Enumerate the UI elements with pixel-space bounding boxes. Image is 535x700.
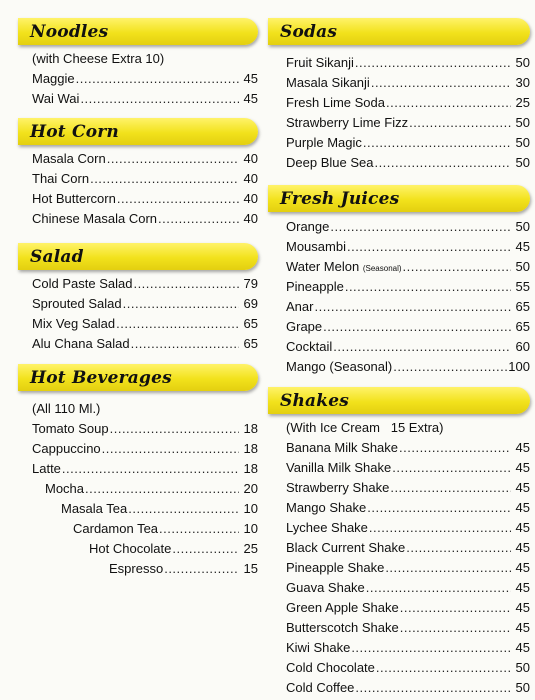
item-name: Mocha [45,481,85,496]
menu-item [286,133,530,153]
item-price: 50 [515,660,530,675]
menu-item [32,189,258,209]
section-noodles [18,18,258,109]
menu-item [286,598,530,618]
item-name: Pineapple Shake [286,560,385,575]
item-price: 45 [243,71,258,86]
item-name: Maggie [32,71,75,86]
item-name: Lychee Shake [286,520,368,535]
item-price: 45 [515,500,530,515]
item-name: Purple Magic [286,135,362,150]
section-header [18,118,258,145]
menu-item [18,419,258,439]
section-hot-beverages [18,364,258,579]
menu-item [286,538,530,558]
item-price: 79 [243,276,258,291]
menu-item [286,337,530,357]
section-title: Sodas [280,21,338,42]
item-price: 45 [515,620,530,635]
section-title: Salad [30,246,84,267]
menu-item [286,478,530,498]
menu-item [286,277,530,297]
item-name: Alu Chana Salad [32,336,130,351]
section-fresh-juices [268,185,530,377]
item-price: 50 [515,680,530,695]
menu-item [286,678,530,698]
item-price: 65 [515,299,530,314]
item-name: Fruit Sikanji [286,55,354,70]
item-name: Butterscotch Shake [286,620,399,635]
item-price: 40 [243,151,258,166]
menu-item [32,169,258,189]
item-name: Espresso [109,561,164,576]
item-price: 40 [243,211,258,226]
menu-item [286,498,530,518]
menu-item [286,357,530,377]
section-header [268,387,530,414]
menu-item [286,618,530,638]
item-price: 100 [508,359,530,374]
item-name: Sprouted Salad [32,296,122,311]
section-title: Hot Beverages [30,367,172,388]
menu-item [18,559,258,579]
menu-item [286,113,530,133]
menu-item [286,638,530,658]
section-header [18,18,258,45]
item-name: Strawberry Lime Fizz [286,115,409,130]
section-header [268,185,530,212]
menu-item [286,217,530,237]
menu-item [18,439,258,459]
section-note: (with Cheese Extra 10) [32,51,165,66]
item-name: Wai Wai [32,91,80,106]
item-price: 45 [515,480,530,495]
item-price: 50 [515,135,530,150]
section-title: Noodles [30,21,109,42]
item-price: 40 [243,191,258,206]
item-price: 18 [243,421,258,436]
item-price: 15 [243,561,258,576]
item-tag: (Seasonal) [362,264,402,273]
section-title: Shakes [280,390,350,411]
menu-item [32,149,258,169]
item-price: 45 [515,520,530,535]
section-note: (With Ice Cream 15 Extra) [286,420,444,435]
item-name: Cardamon Tea [73,521,159,536]
item-name: Grape [286,319,323,334]
item-name: Masala Sikanji [286,75,370,90]
item-name: Masala Corn [32,151,106,166]
item-price: 25 [515,95,530,110]
menu-item [286,93,530,113]
item-name: Thai Corn [32,171,90,186]
section-salad [18,243,258,354]
menu-item [286,257,530,277]
menu-item [18,479,258,499]
item-price: 10 [243,501,258,516]
menu-item [286,558,530,578]
menu-item [18,519,258,539]
menu-item [286,317,530,337]
item-name: Tomato Soup [32,421,109,436]
item-price: 65 [243,336,258,351]
item-name: Banana Milk Shake [286,440,399,455]
item-name: Water Melon [286,259,360,274]
item-price: 50 [515,219,530,234]
menu-item [286,658,530,678]
menu-item [286,578,530,598]
menu-item [18,499,258,519]
menu-item [32,294,258,314]
item-name: Mix Veg Salad [32,316,116,331]
menu-item [286,73,530,93]
menu-item [286,518,530,538]
item-price: 65 [243,316,258,331]
item-price: 50 [515,115,530,130]
item-name: Cold Paste Salad [32,276,133,291]
item-name: Hot Buttercorn [32,191,116,206]
item-name: Masala Tea [61,501,128,516]
item-price: 69 [243,296,258,311]
menu-item [286,458,530,478]
menu-item [32,69,258,89]
item-price: 45 [515,460,530,475]
item-price: 65 [515,319,530,334]
item-price: 45 [515,440,530,455]
item-name: Mango (Seasonal) [286,359,393,374]
section-header [268,18,530,45]
item-price: 45 [243,91,258,106]
item-name: Deep Blue Sea [286,155,374,170]
item-price: 45 [515,580,530,595]
menu-item [286,237,530,257]
menu-item [32,314,258,334]
item-name: Cold Chocolate [286,660,375,675]
menu-item [32,334,258,354]
item-price: 45 [515,560,530,575]
menu-item [32,209,258,229]
item-name: Guava Shake [286,580,365,595]
item-name: Anar [286,299,314,314]
menu-item [32,274,258,294]
section-shakes [268,387,530,698]
item-price: 18 [243,441,258,456]
item-name: Hot Chocolate [89,541,172,556]
item-price: 30 [515,75,530,90]
item-name: Latte [32,461,61,476]
section-hot-corn [18,118,258,229]
section-title: Fresh Juices [280,188,400,209]
item-price: 20 [243,481,258,496]
item-price: 18 [243,461,258,476]
section-note: (All 110 Ml.) [32,401,101,416]
item-name: Mousambi [286,239,346,254]
section-header [18,243,258,270]
item-name: Cappuccino [32,441,101,456]
item-name: Chinese Masala Corn [32,211,158,226]
item-name: Green Apple Shake [286,600,399,615]
section-header [18,364,258,391]
menu-item [32,89,258,109]
item-price: 10 [243,521,258,536]
item-name: Vanilla Milk Shake [286,460,392,475]
item-price: 50 [515,155,530,170]
menu-item [18,539,258,559]
item-name: Kiwi Shake [286,640,351,655]
item-name: Black Current Shake [286,540,406,555]
menu-item [286,53,530,73]
item-price: 50 [515,55,530,70]
item-price: 60 [515,339,530,354]
item-price: 45 [515,600,530,615]
item-price: 40 [243,171,258,186]
item-price: 25 [243,541,258,556]
item-price: 45 [515,640,530,655]
item-name: Cocktail [286,339,333,354]
menu-item [286,153,530,173]
item-name: Orange [286,219,330,234]
item-price: 55 [515,279,530,294]
item-name: Mango Shake [286,500,367,515]
section-title: Hot Corn [30,121,119,142]
menu-item [286,297,530,317]
item-price: 50 [515,259,530,274]
item-name: Strawberry Shake [286,480,390,495]
item-price: 45 [515,239,530,254]
menu-item [18,459,258,479]
item-name: Pineapple [286,279,344,294]
item-price: 45 [515,540,530,555]
menu-item [286,438,530,458]
section-sodas [268,18,530,173]
item-name: Fresh Lime Soda [286,95,385,110]
item-name: Cold Coffee [286,680,355,695]
